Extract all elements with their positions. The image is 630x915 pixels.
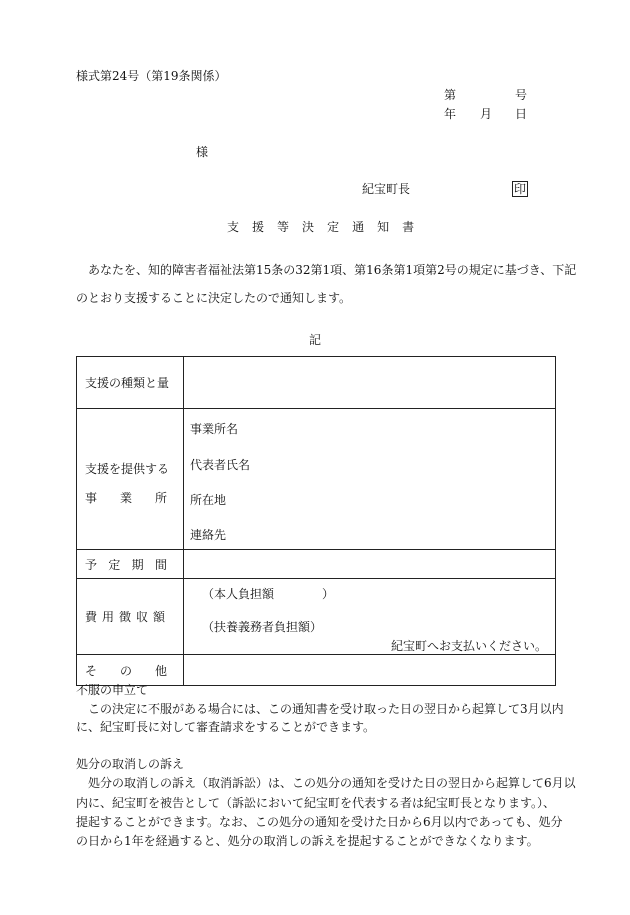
label-char: 徴 [118,610,131,624]
label-period [77,550,184,579]
row-support-type [77,357,556,409]
document-number-prefix: 第 [444,88,457,102]
seal-mark: 印 [514,182,527,196]
title-char: 定 [327,220,353,234]
label-char: 額 [152,610,165,624]
row-period [77,550,556,579]
label-support-type: 支援の種類と量 [77,357,184,409]
date-year: 年 [444,107,457,121]
provider-field-address: 所在地 [190,493,227,507]
label-fee-spread [85,608,165,625]
value-period [184,550,556,579]
label-char: 定 [108,557,121,572]
label-char: 収 [135,610,148,624]
provider-field-contact: 連絡先 [190,528,227,542]
addressee-honorific: 様 [196,145,209,159]
appeal-line-1: この決定に不服がある場合には、この通知書を受け取った日の翌日から起算して3月以内 [76,702,564,716]
label-char: 期 [131,557,144,572]
decision-table [76,356,556,686]
label-char: 所 [154,491,167,505]
label-char: の [119,663,132,678]
document-number-suffix: 号 [515,88,528,102]
row-other [77,655,556,686]
appeal-line-2: に、紀宝町長に対して審査請求をすることができます。 [76,720,376,734]
title-char: 等 [277,220,303,234]
ki-mark: 記 [309,333,322,347]
fee-payment-note: 紀宝町へお支払いください。 [390,639,547,653]
title-char: 通 [352,220,378,234]
date-month: 月 [480,107,493,121]
provider-field-representative: 代表者氏名 [190,458,251,472]
label-char: 事 [85,491,98,505]
label-char: 費 [85,610,98,624]
lawsuit-line-2: 内に、紀宝町を被告として（訴訟において紀宝町を代表する者は紀宝町長となります。）、 [76,796,556,810]
label-other-spread [85,662,167,679]
label-char: 用 [101,610,114,624]
label-char: 他 [154,663,167,678]
appeal-heading: 不服の申立て [76,683,149,697]
title-char: 支 [227,220,253,234]
title-char: 知 [377,220,403,234]
fee-self-amount: （本人負担額 ） [202,587,335,601]
value-fee [184,579,556,655]
lawsuit-line-1: 処分の取消しの訴え（取消訴訟）は、この処分の通知を受けた日の翌日から起算して6月以 [76,776,576,790]
fee-family-amount: （扶養義務者負担額） [202,620,323,634]
intro-line-1: あなたを、知的障害者福祉法第15条の32第1項、第16条第1項第2号の規定に基づき、下記 [88,263,577,277]
label-char: そ [85,663,98,678]
label-provider-bottom [85,489,167,506]
lawsuit-line-4: の日から1年を経過すると、処分の取消しの訴えを提起することができなくなります。 [76,834,539,848]
title-char: 決 [302,220,328,234]
issuer-name: 紀宝町長 [362,182,411,196]
value-support-type [184,357,556,409]
row-provider [77,409,556,550]
label-char: 間 [154,557,167,572]
label-fee [77,579,184,655]
lawsuit-line-3: 提起することができます。なお、この処分の通知を受けた日から6月以内であっても、処分 [76,815,563,829]
title-char: 書 [402,220,428,234]
label-provider [77,409,184,550]
provider-field-name: 事業所名 [190,422,239,436]
label-period-spread [85,556,167,573]
label-char: 予 [85,557,98,572]
label-char: 業 [119,491,132,505]
label-other [77,655,184,686]
intro-line-2: のとおり支援することに決定したので通知します。 [76,291,352,305]
value-other [184,655,556,686]
value-provider [184,409,556,550]
lawsuit-heading: 処分の取消しの訴え [76,757,185,771]
form-label: 様式第24号（第19条関係） [76,69,227,83]
row-fee [77,579,556,655]
document-title [227,221,427,233]
date-day: 日 [515,107,528,121]
title-char: 援 [252,220,278,234]
label-provider-top: 支援を提供する [85,462,170,476]
